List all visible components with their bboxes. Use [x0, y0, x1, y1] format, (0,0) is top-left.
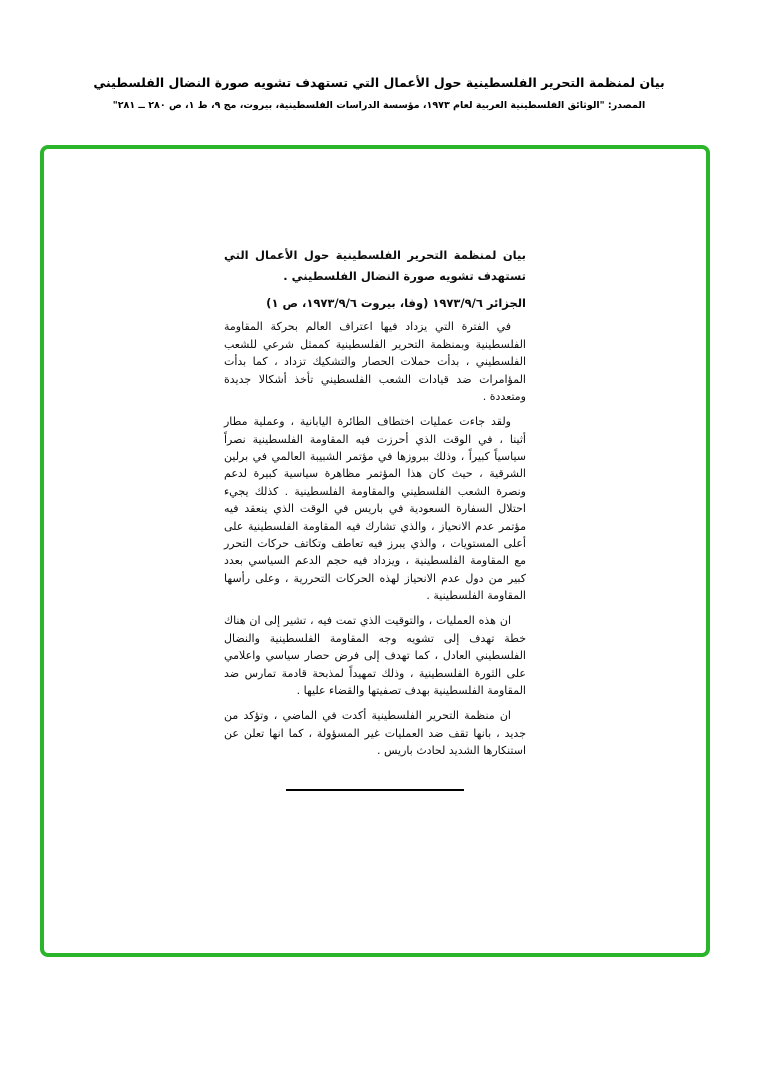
- page-header: [18, 74, 740, 111]
- page-title: بيان لمنظمة التحرير الفلسطينية حول الأعمال التي تستهدف تشويه صورة النضال الفلسطيني: [93, 75, 665, 90]
- scanned-document: [224, 245, 526, 791]
- document-paragraph-3: ان هذه العمليات ، والتوقيت الذي تمت فيه ، تشير إلى ان هناك خطة تهدف إلى تشويه وجه المقاومة الفلسطينية والنضال الفلسطيني العادل ، كما تهدف إلى فرض حصار سياسي واعلامي على الثورة الفلسطينية ، وذلك تمهيداً لمذبحة قادمة تمارس ضد المقاومة الفلسطينية بهدف تصفيتها والقضاء عليها .: [224, 614, 526, 697]
- document-paragraph-2: ولقد جاءت عمليات اختطاف الطائرة اليابانية ، وعملية مطار أثينا ، في الوقت الذي أحرزت فيه المقاومة الفلسطينية نصراً سياسياً كبيراً ، وذلك ببروزها في مؤتمر الشبيبة العالمي في برلين الشرقية ، حيث كان هذا المؤتمر مظاهرة سياسية كبيرة لدعم ونصرة الشعب الفلسطيني والمقاومة الفلسطينية . كذلك يجيء احتلال السفارة السعودية في باريس في الوقت الذي ينعقد فيه مؤتمر عدم الانحياز ، والذي تشارك فيه المقاومة الفلسطينية على أعلى المستويات ، والذي يبرز فيه تعاطف وتكاتف حركات التحرر مع المقاومة الفلسطينية ، ويزداد فيه حجم الدعم السياسي بعدد كبير من دول عدم الانحياز لهذه الحركات التحررية ، وعلى رأسها المقاومة الفلسطينية .: [224, 415, 526, 602]
- document-dateline: الجزائر ١٩٧٣/٩/٦ (وفا، بيروت ١٩٧٣/٩/٦، ص ١): [266, 296, 526, 311]
- document-paragraph-1: في الفترة التي يزداد فيها اعتراف العالم بحركة المقاومة الفلسطينية وبمنظمة التحرير الفلسطينية كممثل شرعي للشعب الفلسطيني ، بدأت حملات الحصار والتشكيك تزداد ، كما بدأت المؤامرات ضد قيادات الشعب الفلسطيني تأخذ أشكالا جديدة ومتعددة .: [224, 320, 526, 403]
- source-line: المصدر: "الوثائق الفلسطينية العربية لعام ١٩٧٣، مؤسسة الدراسات الفلسطينية، بيروت، مج ٩، ط ١، ص ٢٨٠ ــ ٢٨١": [112, 99, 646, 111]
- document-frame: [40, 145, 710, 957]
- document-end-rule: [286, 789, 464, 791]
- document-paragraph-4: ان منظمة التحرير الفلسطينية أكدت في الماضي ، وتؤكد من جديد ، بانها تقف ضد العمليات غير المسؤولة ، كما انها تعلن عن استنكارها الشديد لحادث باريس .: [224, 709, 526, 757]
- document-title: بيان لمنظمة التحرير الفلسطينية حول الأعمال التي تستهدف تشويه صورة النضال الفلسطيني .: [224, 248, 526, 283]
